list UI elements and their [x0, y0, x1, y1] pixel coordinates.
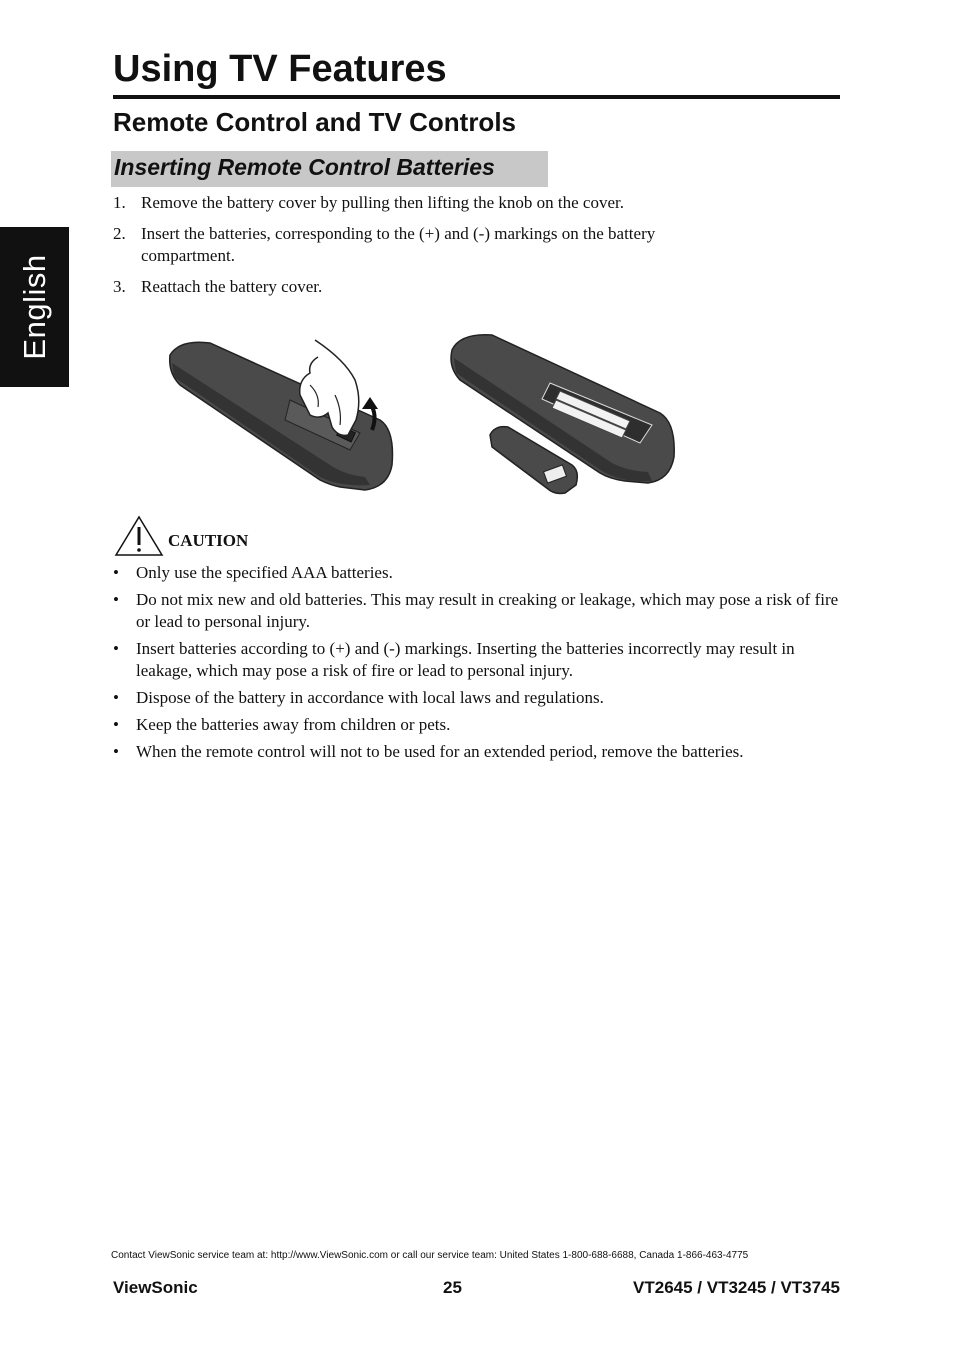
list-item — [113, 562, 843, 584]
bullet: • — [113, 715, 119, 734]
remote-removing-cover — [170, 340, 393, 490]
caution-list — [113, 562, 843, 768]
footer-models: VT2645 / VT3245 / VT3745 — [633, 1278, 840, 1297]
step-number: 2. — [113, 224, 126, 243]
title-rule — [113, 95, 840, 99]
language-side-tab — [0, 227, 69, 387]
step-text: Insert the batteries, corresponding to the (+) and (-) markings on the battery compartment. — [141, 224, 656, 265]
step-number: 1. — [113, 193, 126, 212]
battery-installation-illustration — [160, 325, 690, 505]
list-item — [113, 192, 840, 214]
bullet: • — [113, 742, 119, 761]
step-text: Remove the battery cover by pulling then lifting the knob on the cover. — [141, 193, 624, 212]
language-label: English — [16, 254, 52, 360]
caution-text: Only use the specified AAA batteries. — [136, 563, 393, 582]
bullet: • — [113, 688, 119, 707]
list-item — [113, 589, 843, 633]
list-item — [113, 714, 843, 736]
footer-brand: ViewSonic — [113, 1278, 198, 1297]
caution-text: Insert batteries according to (+) and (-) markings. Inserting the batteries incorrectly may result in leakage, which may pose a risk of fire or lead to personal injury. — [136, 639, 795, 680]
caution-text: Keep the batteries away from children or pets. — [136, 715, 451, 734]
subsection-title: Inserting Remote Control Batteries — [111, 151, 548, 187]
remote-open-compartment — [451, 335, 674, 494]
bullet: • — [113, 590, 119, 609]
caution-text: Dispose of the battery in accordance with local laws and regulations. — [136, 688, 604, 707]
page-title: Using TV Features — [113, 48, 447, 90]
list-item — [113, 223, 741, 267]
steps-list — [113, 190, 840, 298]
list-item — [113, 687, 843, 709]
bullet: • — [113, 563, 119, 582]
caution-text: Do not mix new and old batteries. This may result in creaking or leakage, which may pose a risk of fire or lead to personal injury. — [136, 590, 839, 631]
caution-label: CAUTION — [168, 531, 249, 550]
caution-text: When the remote control will not to be used for an extended period, remove the batteries. — [136, 742, 744, 761]
list-item — [113, 276, 840, 298]
warning-triangle-icon — [113, 514, 165, 558]
list-item — [113, 741, 756, 763]
service-contact-line: Contact ViewSonic service team at: http://www.ViewSonic.com or call our service team: United States 1-800-688-6688, Canada 1-866-463-4775 — [111, 1250, 749, 1261]
list-item — [113, 638, 843, 682]
step-text: Reattach the battery cover. — [141, 277, 323, 296]
section-title: Remote Control and TV Controls — [113, 107, 516, 137]
page-number: 25 — [443, 1278, 462, 1297]
step-number: 3. — [113, 277, 126, 296]
bullet: • — [113, 639, 119, 658]
